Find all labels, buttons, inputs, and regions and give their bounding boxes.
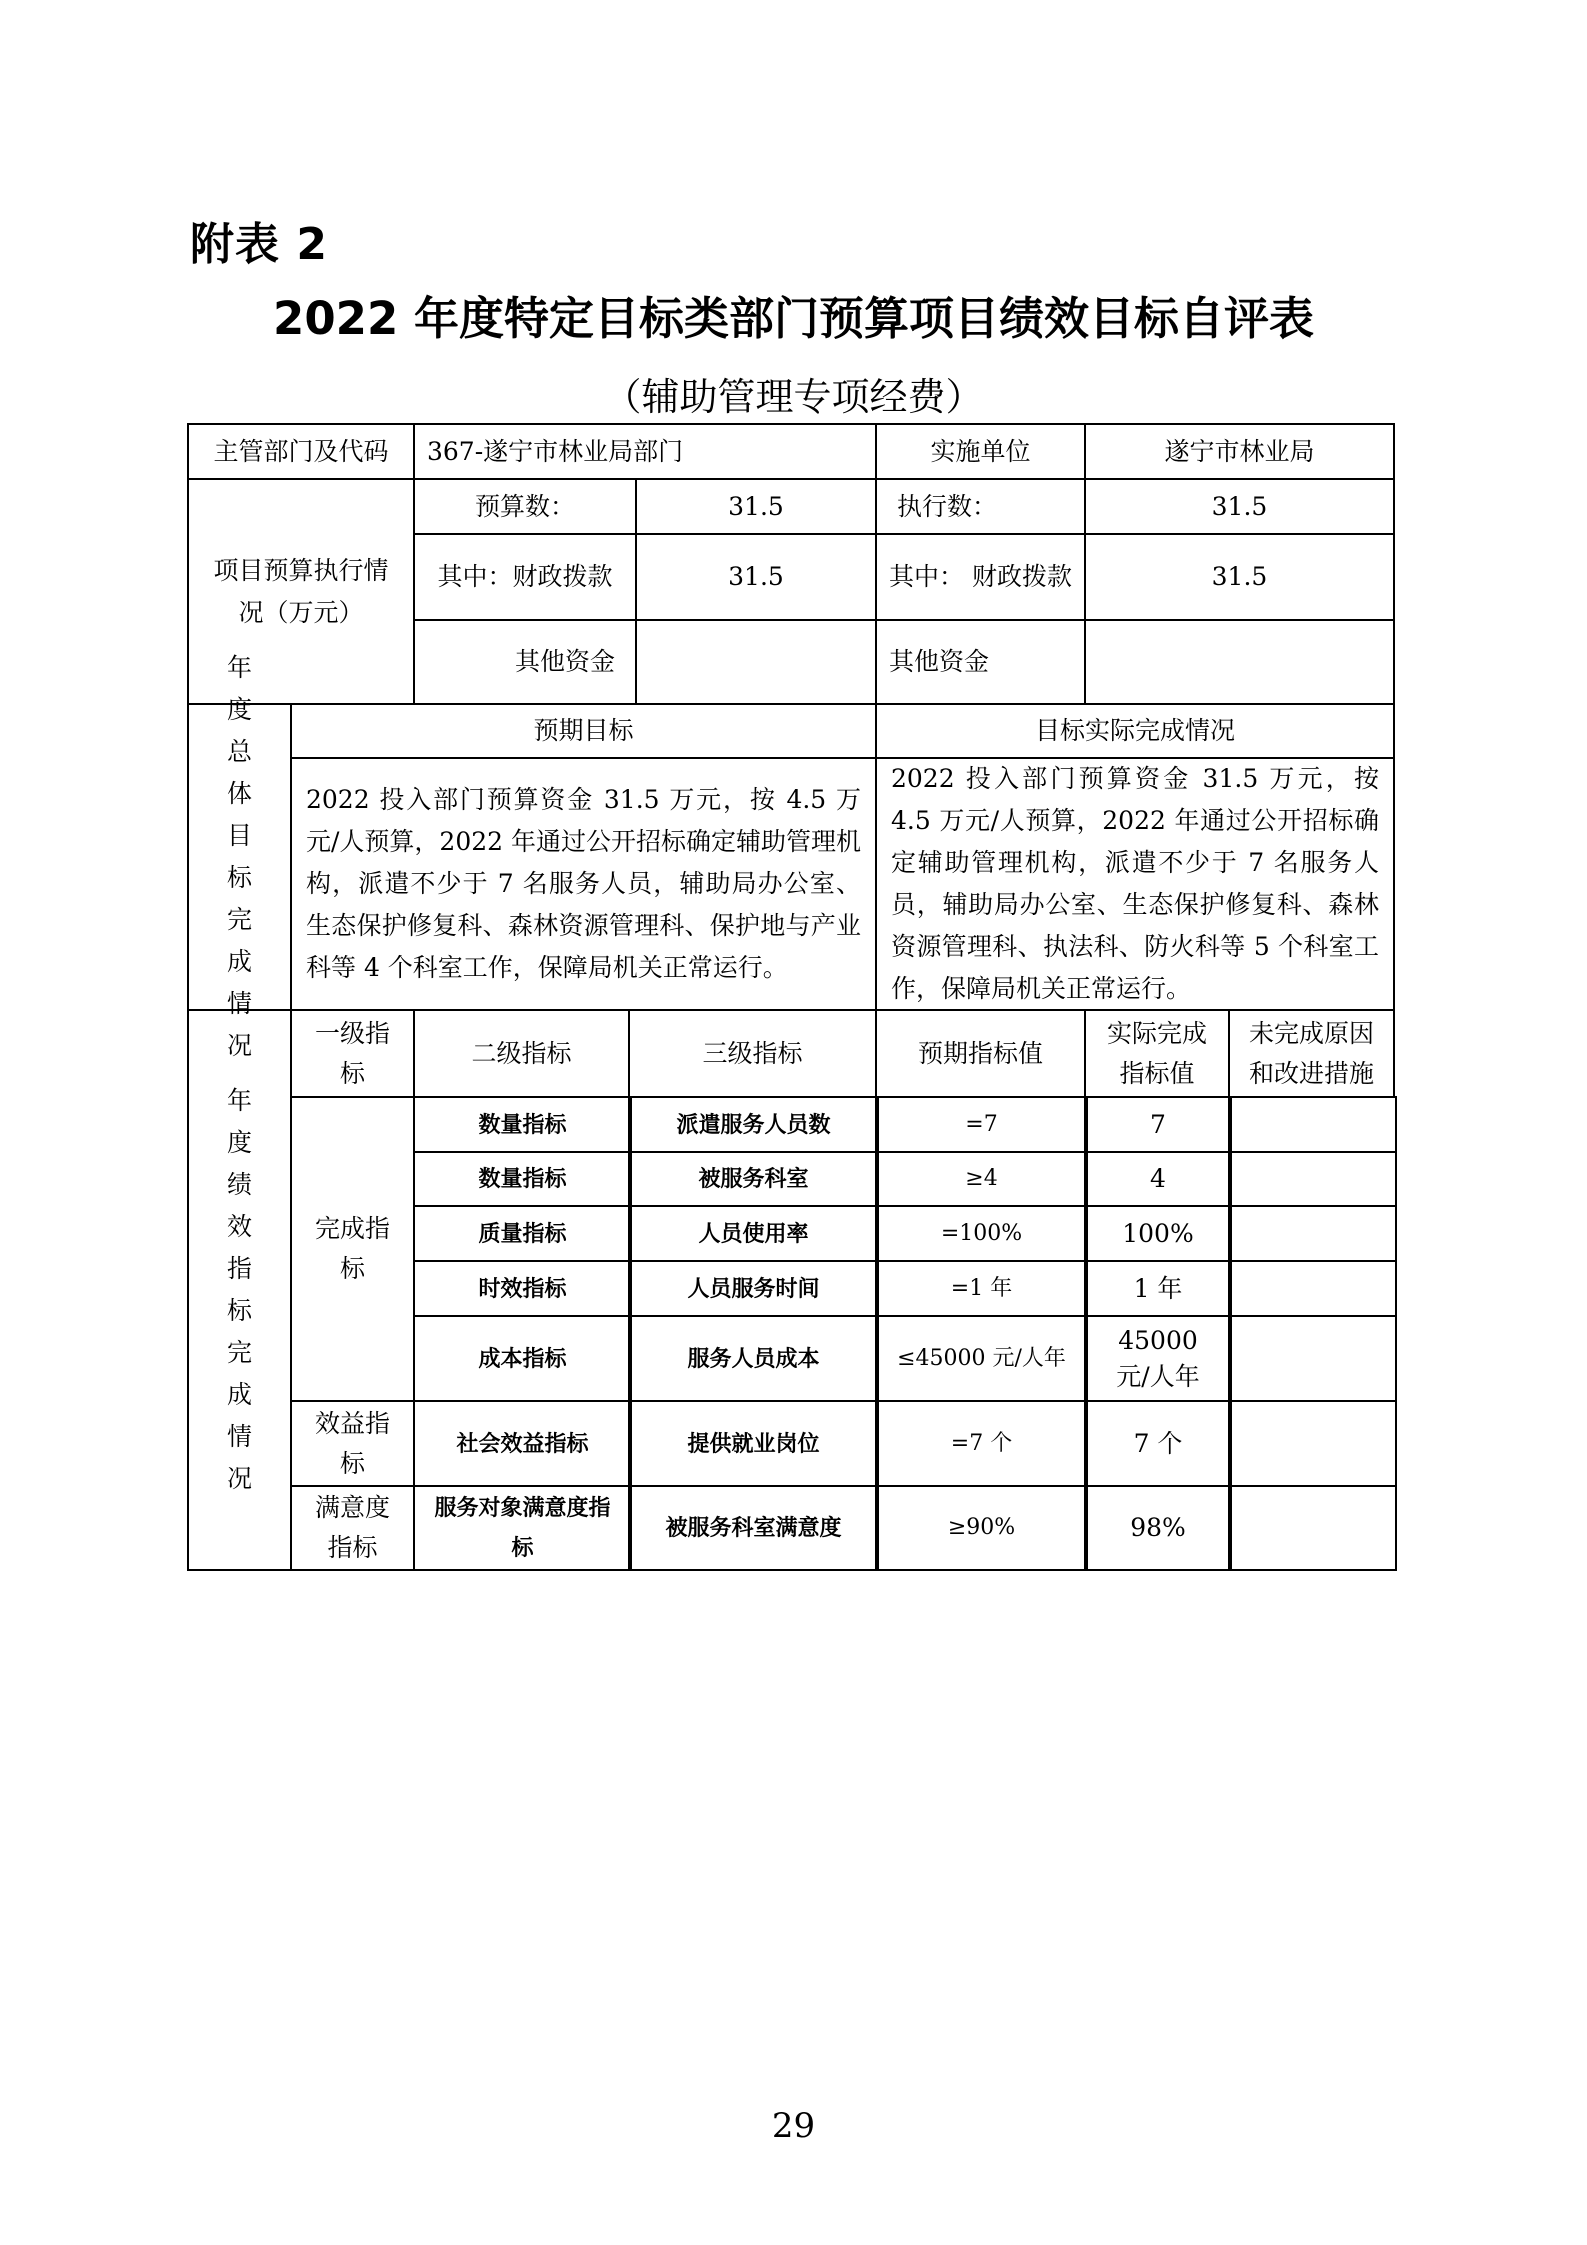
other-label-right: 其他资金 bbox=[875, 619, 1086, 705]
fiscal-value-left: 31.5 bbox=[635, 533, 877, 621]
budget-value: 31.5 bbox=[635, 478, 877, 535]
actual-goal-text: 2022 投入部门预算资金 31.5 万元，按 4.5 万元/人预算，2022 年通过公开招标确定辅助管理机构，派遣不少于 7 名服务人员，辅助局办公室、生态保护修复科、森林资源管理科、执法科、防火科等 5 个科室工作，保障局机关正常运行。 bbox=[875, 757, 1395, 1011]
level2-cell: 数量指标 bbox=[413, 1151, 632, 1207]
actual-value-cell: 100% bbox=[1084, 1205, 1232, 1262]
column-header-expected: 预期指标值 bbox=[875, 1009, 1086, 1098]
other-value-right bbox=[1084, 619, 1395, 705]
level3-cell: 被服务科室满意度 bbox=[628, 1485, 879, 1571]
level3-cell: 派遣服务人员数 bbox=[628, 1096, 879, 1153]
level1-completion: 完成指标 bbox=[290, 1096, 415, 1402]
reason-cell bbox=[1228, 1260, 1397, 1317]
reason-cell bbox=[1228, 1400, 1397, 1487]
column-header-actual: 实际完成指标值 bbox=[1084, 1009, 1230, 1098]
other-value-left bbox=[635, 619, 877, 705]
fiscal-value-right: 31.5 bbox=[1084, 533, 1395, 621]
appendix-label: 附表 2 bbox=[190, 219, 328, 270]
fiscal-label-left: 其中：财政拨款 bbox=[413, 533, 637, 621]
level3-cell: 被服务科室 bbox=[628, 1151, 879, 1207]
level2-cell: 社会效益指标 bbox=[413, 1400, 632, 1487]
actual-value-cell: 7 bbox=[1084, 1096, 1232, 1153]
impl-label: 实施单位 bbox=[875, 423, 1086, 480]
level3-cell: 提供就业岗位 bbox=[628, 1400, 879, 1487]
annual-goal-label: 年度总体目标完成情况 bbox=[187, 703, 292, 1011]
expected-value-cell: ≥90% bbox=[875, 1485, 1088, 1571]
level2-cell: 成本指标 bbox=[413, 1315, 632, 1402]
exec-value: 31.5 bbox=[1084, 478, 1395, 535]
expected-goal-text: 2022 投入部门预算资金 31.5 万元，按 4.5 万元/人预算，2022 年通过公开招标确定辅助管理机构，派遣不少于 7 名服务人员，辅助局办公室、生态保护修复科、森林资源管理科、保护地与产业科等 4 个科室工作，保障局机关正常运行。 bbox=[290, 757, 877, 1011]
column-header-level3: 三级指标 bbox=[628, 1009, 877, 1098]
actual-value-cell: 45000 元/人年 bbox=[1084, 1315, 1232, 1402]
expected-value-cell: =1 年 bbox=[875, 1260, 1088, 1317]
other-label-left: 其他资金 bbox=[413, 619, 637, 705]
impl-value: 遂宁市林业局 bbox=[1084, 423, 1395, 480]
dept-value: 367-遂宁市林业局部门 bbox=[413, 423, 877, 480]
expected-value-cell: =7 bbox=[875, 1096, 1088, 1153]
reason-cell bbox=[1228, 1315, 1397, 1402]
level3-cell: 人员使用率 bbox=[628, 1205, 879, 1262]
page-title: 2022 年度特定目标类部门预算项目绩效目标自评表 bbox=[273, 292, 1314, 345]
column-header-level1: 一级指标 bbox=[290, 1009, 415, 1098]
level3-cell: 人员服务时间 bbox=[628, 1260, 879, 1317]
column-header-reason: 未完成原因和改进措施 bbox=[1228, 1009, 1395, 1098]
level1-benefit: 效益指标 bbox=[290, 1400, 415, 1487]
dept-label: 主管部门及代码 bbox=[187, 423, 415, 480]
reason-cell bbox=[1228, 1485, 1397, 1571]
fiscal-label-right: 其中： 财政拨款 bbox=[875, 533, 1086, 621]
reason-cell bbox=[1228, 1151, 1397, 1207]
budget-label: 预算数： bbox=[413, 478, 637, 535]
level2-cell: 质量指标 bbox=[413, 1205, 632, 1262]
actual-value-cell: 4 bbox=[1084, 1151, 1232, 1207]
page-subtitle: （辅助管理专项经费） bbox=[603, 375, 984, 419]
reason-cell bbox=[1228, 1096, 1397, 1153]
actual-value-cell: 1 年 bbox=[1084, 1260, 1232, 1317]
level3-cell: 服务人员成本 bbox=[628, 1315, 879, 1402]
budget-section-text: 项目预算执行情况（万元） bbox=[213, 555, 389, 627]
column-header-level2: 二级指标 bbox=[413, 1009, 630, 1098]
level1-satisfaction: 满意度指标 bbox=[290, 1485, 415, 1571]
expected-value-cell: =7 个 bbox=[875, 1400, 1088, 1487]
level2-cell: 服务对象满意度指标 bbox=[413, 1485, 632, 1571]
actual-goal-header: 目标实际完成情况 bbox=[875, 703, 1395, 759]
exec-label: 执行数： bbox=[875, 478, 1086, 535]
expected-value-cell: ≤45000 元/人年 bbox=[875, 1315, 1088, 1402]
reason-cell bbox=[1228, 1205, 1397, 1262]
expected-value-cell: =100% bbox=[875, 1205, 1088, 1262]
level2-cell: 时效指标 bbox=[413, 1260, 632, 1317]
perf-section-label: 年度绩效指标完成情况 bbox=[187, 1009, 292, 1571]
level2-cell: 数量指标 bbox=[413, 1096, 632, 1153]
expected-value-cell: ≥4 bbox=[875, 1151, 1088, 1207]
expected-goal-header: 预期目标 bbox=[290, 703, 877, 759]
actual-value-cell: 98% bbox=[1084, 1485, 1232, 1571]
page-number: 29 bbox=[771, 2106, 816, 2146]
actual-value-cell: 7 个 bbox=[1084, 1400, 1232, 1487]
